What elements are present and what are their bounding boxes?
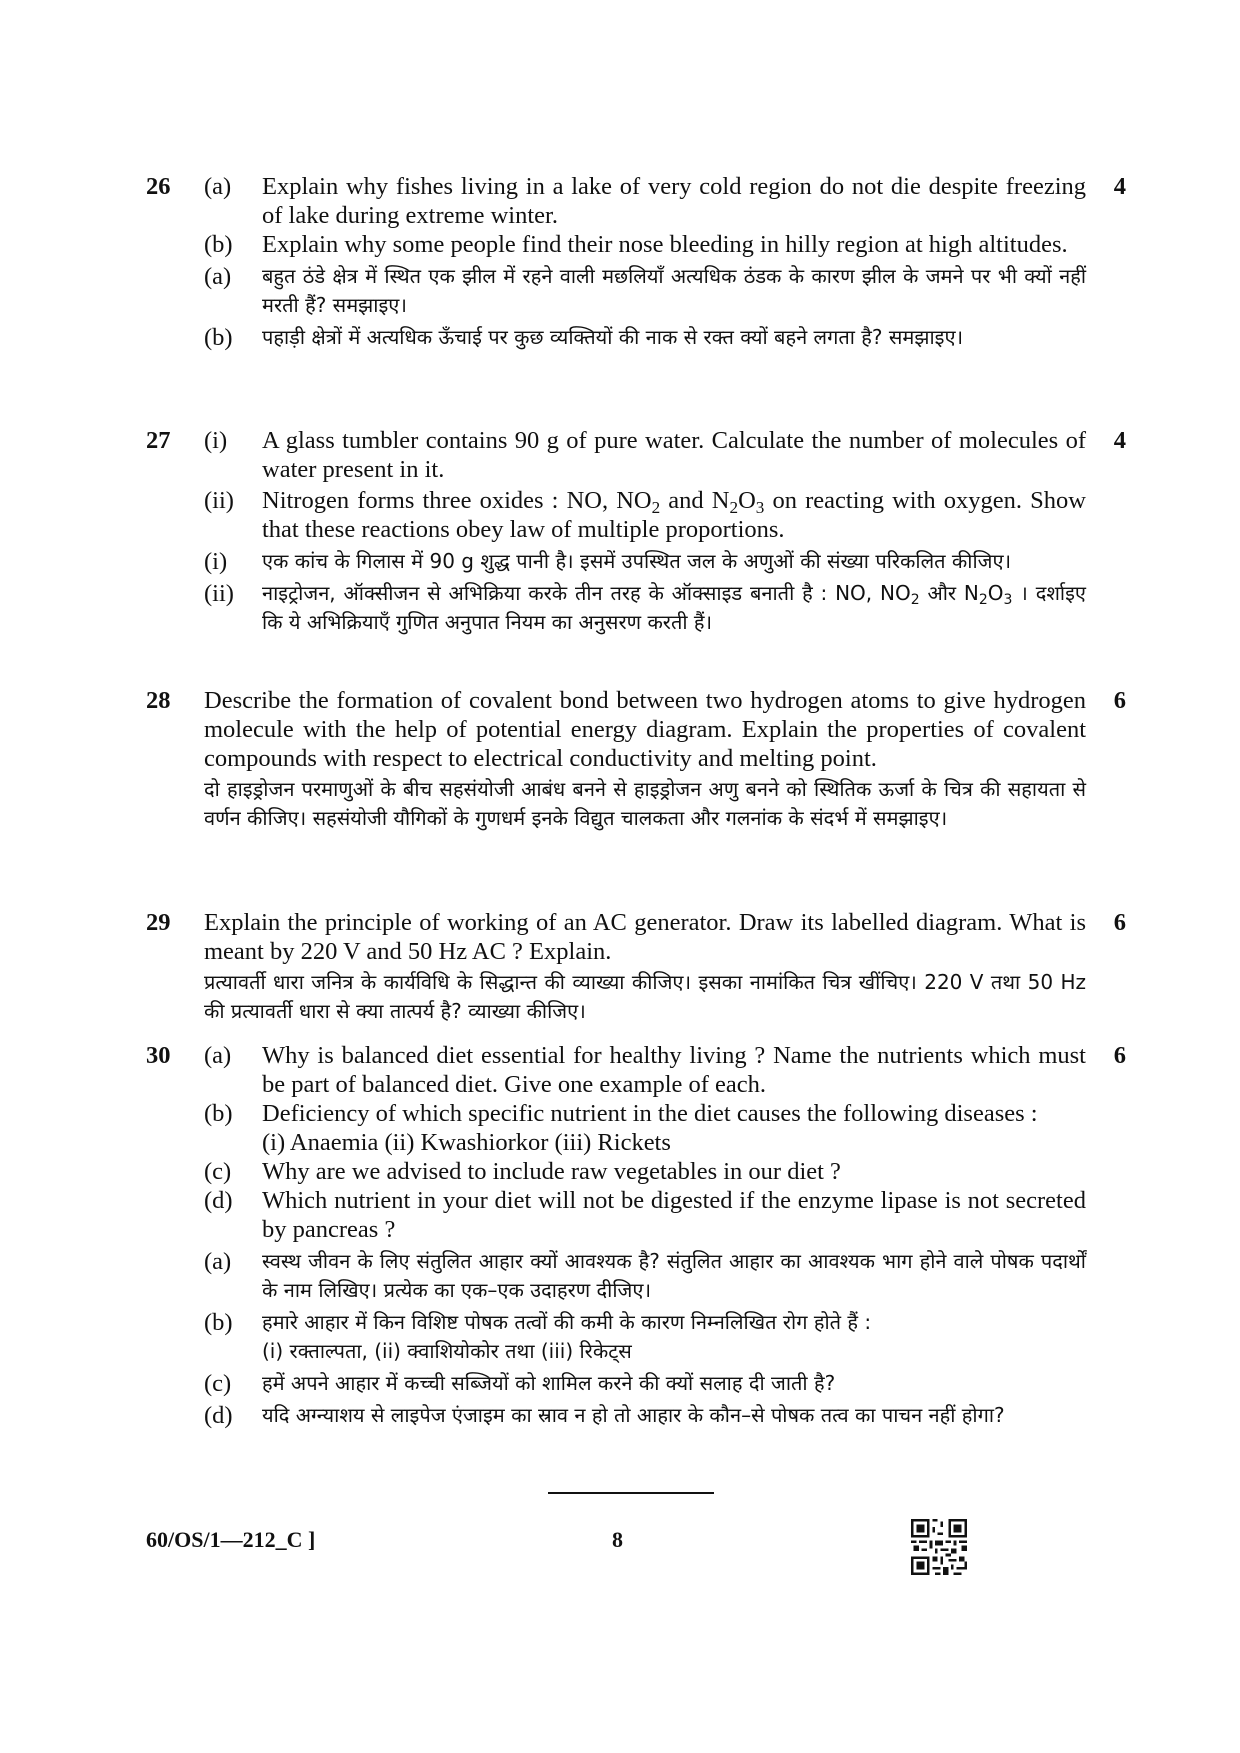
question-28 [146,686,1126,833]
question-number: 26 [146,173,171,200]
question-26 [146,172,1126,352]
question-part-hindi: (a) बहुत ठंडे क्षेत्र में स्थित एक झील में रहने वाली मछलियाँ अत्यधिक ठंडक के कारण झील के जमने पर भी क्यों नहीं मरती हैं? समझाइए। [204,263,1086,317]
question-part-hindi: (d) यदि अग्न्याशय से लाइपेज एंजाइम का स्राव न हो तो आहार के कौन–से पोषक तत्व का पाचन नहीं होगा? [204,1402,1005,1429]
disease-list: (i) Anaemia (ii) Kwashiorkor (iii) Rickets [262,1129,671,1156]
question-marks: 6 [1113,909,1126,936]
question-29 [146,908,1126,1026]
question-part: (b) Deficiency of which specific nutrient in the diet causes the following diseases : (i) Anaemia (ii) Kwashiorkor (iii) Rickets [204,1099,1086,1157]
question-part: (a) Why is balanced diet essential for healthy living ? Name the nutrients which must be part of balanced diet. Give one example of each. [204,1042,1086,1098]
qr-code-icon [911,1519,967,1575]
question-number: 29 [146,909,171,936]
question-number: 28 [146,687,171,714]
question-marks: 6 [1113,1042,1126,1069]
question-part: (c) Why are we advised to include raw vegetables in our diet ? [204,1158,841,1185]
disease-list-hindi: (i) रक्ताल्पता, (ii) क्वाशियोकोर तथा (iii) रिकेट्स [262,1339,632,1363]
question-part-hindi: (a) स्वस्थ जीवन के लिए संतुलित आहार क्यों आवश्यक है? संतुलित आहार का आवश्यक भाग होने वाले पोषक पदार्थों के नाम लिखिए। प्रत्येक का एक–एक उदाहरण दीजिए। [204,1248,1086,1302]
question-part: (d) Which nutrient in your diet will not be digested if the enzyme lipase is not secreted by pancreas ? [204,1187,1086,1243]
end-rule [548,1492,714,1494]
question-text-hindi: प्रत्यावर्ती धारा जनित्र के कार्यविधि के सिद्धान्त की व्याख्या कीजिए। इसका नामांकित चित्र खींचिए। 220 V तथा 50 Hz की प्रत्यावर्ती धारा से क्या तात्पर्य है? व्याख्या कीजिए। [204,970,1086,1023]
question-marks: 4 [1113,427,1126,454]
question-part: (i) A glass tumbler contains 90 g of pure water. Calculate the number of molecules of water present in it. [204,427,1086,483]
question-marks: 6 [1113,687,1126,714]
question-part-hindi: (i) एक कांच के गिलास में 90 g शुद्ध पानी है। इसमें उपस्थित जल के अणुओं की संख्या परिकलित कीजिए। [204,548,1012,575]
question-text: Describe the formation of covalent bond between two hydrogen atoms to give hydrogen molecule with the help of potential energy diagram. Explain the properties of covalent compounds with respect to electrical conductivity and melting point. [204,687,1086,772]
question-number: 30 [146,1042,171,1069]
question-part: (b) Explain why some people find their nose bleeding in hilly region at high altitudes. [204,231,1068,258]
paper-code: 60/OS/1—212_C ] [146,1527,316,1552]
question-30 [146,1041,1126,1430]
question-part: (a) Explain why fishes living in a lake of very cold region do not die despite freezing of lake during extreme winter. [204,173,1086,229]
question-marks: 4 [1113,173,1126,200]
question-text-hindi: दो हाइड्रोजन परमाणुओं के बीच सहसंयोजी आबंध बनने से हाइड्रोजन अणु बनने को स्थितिक ऊर्जा के चित्र की सहायता से वर्णन कीजिए। सहसंयोजी यौगिकों के गुणधर्म इनके विद्युत चालकता और गलनांक के संदर्भ में समझाइए। [204,777,1086,830]
question-part: (ii) Nitrogen forms three oxides : NO, $NO_2$ and $N_2O_3$ on reacting with oxygen. Show that these reactions obey law of multiple proportions. [204,487,1086,543]
question-text: Explain the principle of working of an AC generator. Draw its labelled diagram. What is meant by 220 V and 50 Hz AC ? Explain. [204,909,1086,965]
question-part-hindi: (b) पहाड़ी क्षेत्रों में अत्यधिक ऊँचाई पर कुछ व्यक्तियों की नाक से रक्त क्यों बहने लगता है? समझाइए। [204,324,964,351]
question-part-hindi: (b) हमारे आहार में किन विशिष्ट पोषक तत्वों की कमी के कारण निम्नलिखित रोग होते हैं : (i) रक्ताल्पता, (ii) क्वाशियोकोर तथा (iii) रिकेट्स [204,1308,1086,1366]
question-27 [146,426,1126,637]
question-number: 27 [146,427,171,454]
page-number: 8 [612,1527,623,1552]
question-part-hindi: (c) हमें अपने आहार में कच्ची सब्जियों को शामिल करने की क्यों सलाह दी जाती है? [204,1370,836,1397]
question-part-hindi: (ii) नाइट्रोजन, ऑक्सीजन से अभिक्रिया करके तीन तरह के ऑक्साइड बनाती है : NO, $NO_2$ और $N_2O_3$ । दर्शाइए कि ये अभिक्रियाएँ गुणित अनुपात नियम का अनुसरण करती हैं। [204,580,1086,634]
